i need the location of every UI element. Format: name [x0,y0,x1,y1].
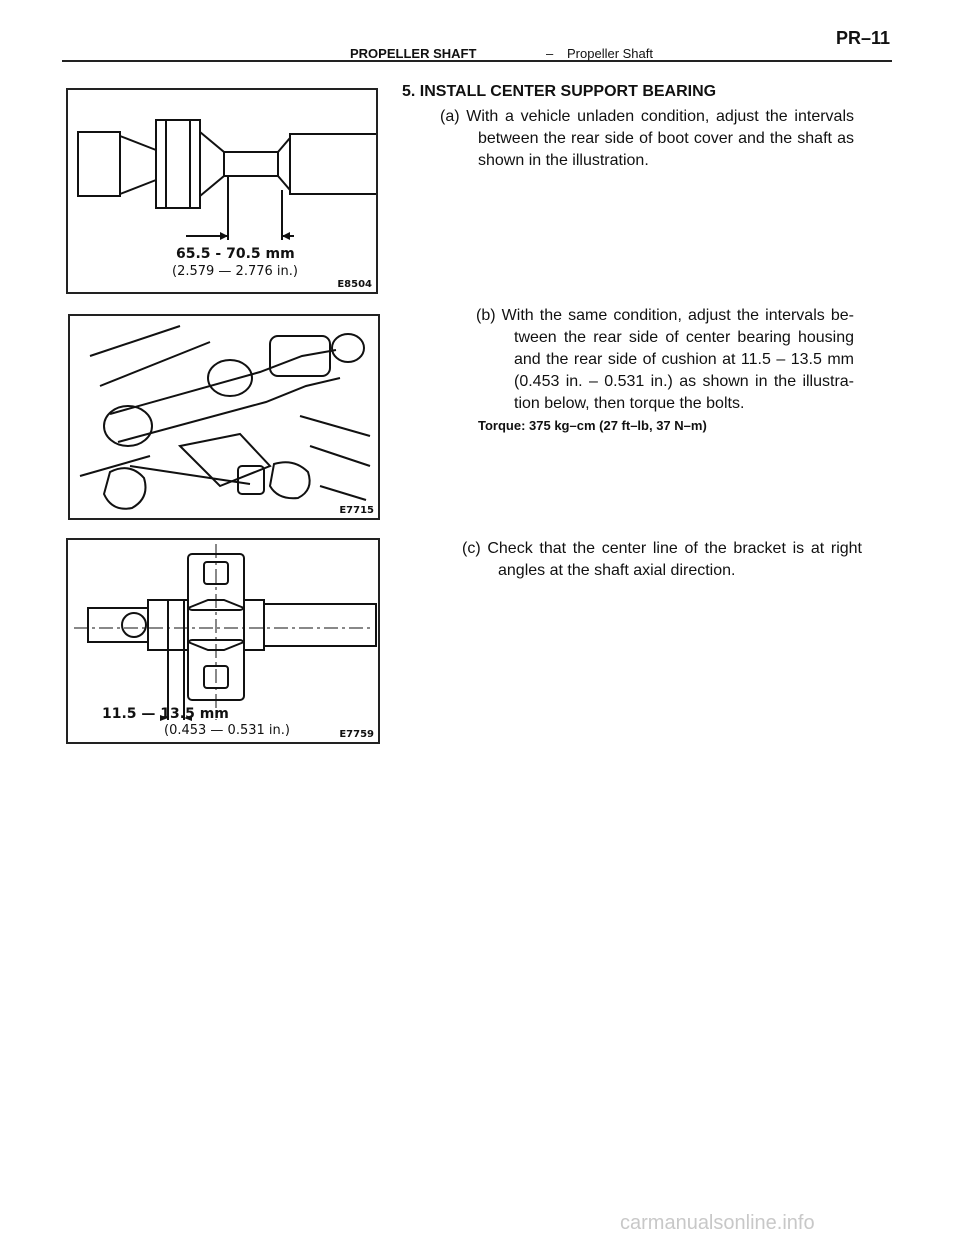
figure-center-bearing-interval [66,538,380,744]
figure-boot-cover-interval [66,88,378,294]
step-b-text: (b) With the same condition, adjust the intervals be- tween the rear side of center bearing housing and the rear side of cushion at 11.5 – 13.5 mm (0.453 in. – 0.531 in.) as shown in the illustra- tion below, then torque the bolts. [476,307,854,412]
figure-code: E8504 [337,279,372,290]
dimension-in-label: (0.453 — 0.531 in.) [164,723,290,738]
dimension-mm-label: 11.5 — 13.5 mm [102,706,229,722]
dimension-mm-label: 65.5 - 70.5 mm [176,246,295,262]
dimension-in-label: (2.579 — 2.776 in.) [172,264,298,279]
figure-code: E7759 [339,729,374,740]
page-number: PR–11 [836,28,891,48]
figure-torque-bolts [68,314,380,520]
header-section-title: PROPELLER SHAFT [350,46,477,61]
header-subsection-title: Propeller Shaft [567,46,653,61]
step-heading: 5. INSTALL CENTER SUPPORT BEARING [402,83,717,100]
torque-spec: Torque: 375 kg–cm (27 ft–lb, 37 N–m) [478,418,707,433]
page-header [62,24,892,62]
figure-code: E7715 [339,505,374,516]
watermark: carmanualsonline.info [620,1212,815,1234]
step-c-text: (c) Check that the center line of the bracket is at right angles at the shaft axial direction. [462,540,862,579]
torque-wrench-illustration [70,316,380,520]
step-a-text: (a) With a vehicle unladen condition, adjust the intervals between the rear side of boot cover and the shaft as shown in the illustration. [440,108,854,169]
header-separator: – [546,46,554,61]
